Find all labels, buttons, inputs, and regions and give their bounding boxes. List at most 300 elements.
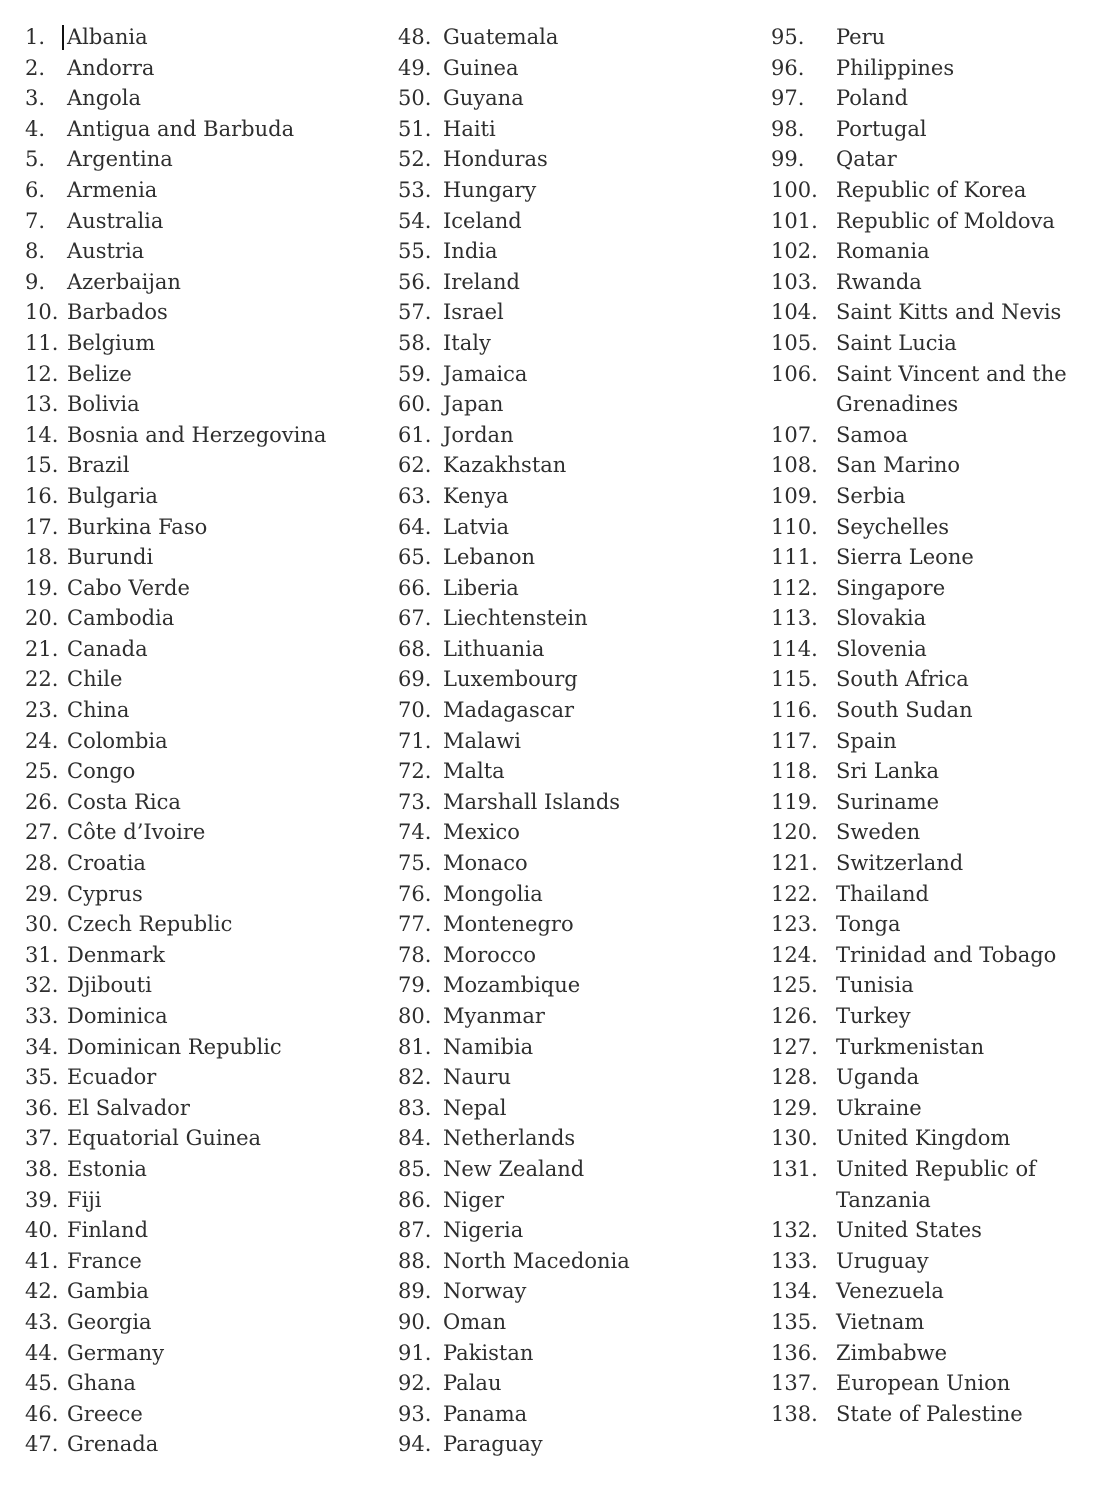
- list-item[interactable]: [398, 420, 762, 451]
- list-item[interactable]: [25, 970, 387, 1001]
- item-number: 33.: [25, 1004, 59, 1028]
- item-number: 45.: [25, 1371, 59, 1396]
- list-item[interactable]: [25, 909, 387, 940]
- item-number: 125.: [771, 973, 818, 998]
- list-item[interactable]: [398, 848, 762, 879]
- list-item[interactable]: [25, 114, 387, 145]
- list-item[interactable]: [771, 1123, 1103, 1154]
- list-item[interactable]: [771, 1215, 1103, 1246]
- item-number: 116.: [771, 698, 818, 723]
- country-name: Burundi: [67, 545, 154, 570]
- list-item[interactable]: [771, 603, 1103, 634]
- list-item[interactable]: [25, 817, 387, 848]
- country-name: Italy: [443, 330, 491, 355]
- list-item[interactable]: [398, 1399, 762, 1430]
- item-number: 39.: [25, 1187, 59, 1212]
- item-number: 113.: [771, 606, 818, 631]
- list-item[interactable]: [25, 359, 387, 390]
- country-name: France: [67, 1248, 142, 1273]
- item-number: 27.: [25, 820, 59, 845]
- item-number: 84.: [398, 1126, 432, 1151]
- item-number: 12.: [25, 361, 59, 386]
- item-number: 4.: [25, 116, 46, 141]
- list-item[interactable]: [25, 542, 387, 573]
- list-item[interactable]: [398, 542, 762, 573]
- list-item[interactable]: [25, 1093, 387, 1124]
- item-number: 32.: [25, 973, 59, 998]
- list-item[interactable]: [398, 817, 762, 848]
- country-name: South Africa: [836, 667, 969, 692]
- list-item[interactable]: [771, 236, 1103, 267]
- list-item[interactable]: [25, 726, 387, 757]
- country-name: Montenegro: [443, 912, 574, 937]
- country-name: Venezuela: [836, 1279, 944, 1304]
- country-name: Seychelles: [836, 514, 950, 539]
- list-item[interactable]: [398, 1276, 762, 1307]
- list-item[interactable]: [25, 1032, 387, 1063]
- country-name: Luxembourg: [443, 667, 578, 692]
- list-item[interactable]: [25, 1001, 387, 1032]
- country-name: China: [67, 698, 130, 723]
- item-number: 78.: [398, 942, 432, 967]
- list-item[interactable]: [25, 450, 387, 481]
- country-name: Iceland: [443, 208, 522, 233]
- item-number: 10.: [25, 300, 59, 325]
- item-number: 105.: [771, 330, 818, 355]
- country-name: Nigeria: [443, 1218, 524, 1243]
- list-item[interactable]: [25, 1338, 387, 1369]
- country-name: Lebanon: [443, 545, 536, 570]
- list-item[interactable]: [771, 297, 1103, 328]
- list-item[interactable]: [771, 22, 1103, 53]
- country-name: Qatar: [836, 147, 897, 172]
- list-item[interactable]: [771, 1246, 1103, 1277]
- item-number: 43.: [25, 1309, 59, 1334]
- list-item[interactable]: [25, 236, 387, 267]
- country-name: Uganda: [836, 1065, 920, 1090]
- list-item[interactable]: [771, 634, 1103, 665]
- country-name: United Kingdom: [836, 1126, 1011, 1151]
- list-item[interactable]: [771, 512, 1103, 543]
- list-item[interactable]: [25, 1154, 387, 1185]
- list-item[interactable]: [398, 1215, 762, 1246]
- list-item[interactable]: [398, 450, 762, 481]
- list-item[interactable]: [25, 1429, 387, 1460]
- country-name: Kenya: [443, 483, 509, 508]
- item-number: 42.: [25, 1279, 59, 1304]
- item-number: 36.: [25, 1095, 59, 1120]
- country-name: Burkina Faso: [67, 514, 208, 539]
- list-item[interactable]: [398, 940, 762, 971]
- country-name: Republic of Korea: [836, 177, 1027, 202]
- list-item[interactable]: [25, 695, 387, 726]
- country-name: Tunisia: [836, 973, 914, 998]
- country-name: Panama: [443, 1401, 528, 1426]
- country-name: Mongolia: [443, 881, 543, 906]
- list-item[interactable]: [771, 144, 1103, 175]
- item-number: 108.: [771, 453, 818, 478]
- list-item[interactable]: [398, 83, 762, 114]
- item-number: 53.: [398, 177, 432, 202]
- list-item[interactable]: [25, 267, 387, 298]
- list-item[interactable]: [398, 1338, 762, 1369]
- item-number: 35.: [25, 1065, 59, 1090]
- list-item[interactable]: [25, 1185, 387, 1216]
- country-name: State of Palestine: [836, 1401, 1023, 1426]
- list-item[interactable]: [398, 1246, 762, 1277]
- country-name: Philippines: [836, 55, 955, 80]
- item-number: 61.: [398, 422, 432, 447]
- country-name: Nauru: [443, 1065, 511, 1090]
- list-item[interactable]: [398, 206, 762, 237]
- list-item[interactable]: [25, 787, 387, 818]
- country-name: Czech Republic: [67, 912, 233, 937]
- list-item[interactable]: [771, 83, 1103, 114]
- list-item[interactable]: [398, 695, 762, 726]
- list-item[interactable]: [771, 175, 1103, 206]
- country-name: Myanmar: [443, 1004, 545, 1028]
- item-number: 82.: [398, 1065, 432, 1090]
- list-item[interactable]: [398, 144, 762, 175]
- item-number: 54.: [398, 208, 432, 233]
- item-number: 11.: [25, 330, 59, 355]
- country-name: Sri Lanka: [836, 759, 940, 784]
- item-number: 96.: [771, 55, 805, 80]
- list-item[interactable]: [398, 756, 762, 787]
- item-number: 138.: [771, 1401, 818, 1426]
- country-name: Fiji: [67, 1187, 102, 1212]
- list-item[interactable]: [398, 512, 762, 543]
- item-number: 17.: [25, 514, 59, 539]
- country-name: Latvia: [443, 514, 510, 539]
- list-item[interactable]: [25, 175, 387, 206]
- item-number: 67.: [398, 606, 432, 631]
- list-item[interactable]: [25, 1399, 387, 1430]
- item-number: 56.: [398, 269, 432, 294]
- list-item[interactable]: [398, 267, 762, 298]
- list-item[interactable]: [771, 359, 1103, 420]
- list-item[interactable]: [25, 512, 387, 543]
- list-item[interactable]: [25, 1246, 387, 1277]
- list-item[interactable]: [771, 756, 1103, 787]
- list-item[interactable]: [398, 359, 762, 390]
- country-name: Netherlands: [443, 1126, 576, 1151]
- item-number: 51.: [398, 116, 432, 141]
- list-item[interactable]: [398, 1032, 762, 1063]
- item-number: 91.: [398, 1340, 432, 1365]
- item-number: 66.: [398, 575, 432, 600]
- list-item[interactable]: [398, 297, 762, 328]
- country-name: Japan: [443, 392, 504, 417]
- item-number: 135.: [771, 1309, 818, 1334]
- item-number: 103.: [771, 269, 818, 294]
- item-number: 95.: [771, 25, 805, 49]
- item-number: 59.: [398, 361, 432, 386]
- country-name: Sierra Leone: [836, 545, 974, 570]
- item-number: 57.: [398, 300, 432, 325]
- country-name: Haiti: [443, 116, 496, 141]
- list-item[interactable]: [771, 940, 1103, 971]
- list-item[interactable]: [25, 573, 387, 604]
- item-number: 133.: [771, 1248, 818, 1273]
- item-number: 110.: [771, 514, 818, 539]
- country-name: Cyprus: [67, 881, 143, 906]
- country-name: Liberia: [443, 575, 519, 600]
- item-number: 48.: [398, 25, 432, 49]
- country-name: Niger: [443, 1187, 505, 1212]
- list-item[interactable]: [771, 817, 1103, 848]
- item-number: 77.: [398, 912, 432, 937]
- list-item[interactable]: [25, 22, 387, 53]
- list-item[interactable]: [25, 634, 387, 665]
- list-item[interactable]: [398, 1123, 762, 1154]
- list-item[interactable]: [398, 236, 762, 267]
- item-number: 119.: [771, 789, 818, 814]
- item-number: 29.: [25, 881, 59, 906]
- list-item[interactable]: [771, 420, 1103, 451]
- item-number: 52.: [398, 147, 432, 172]
- list-item[interactable]: [771, 573, 1103, 604]
- list-item[interactable]: [25, 879, 387, 910]
- country-name: Romania: [836, 239, 930, 264]
- country-name: Germany: [67, 1340, 165, 1365]
- item-number: 37.: [25, 1126, 59, 1151]
- item-number: 18.: [25, 545, 59, 570]
- item-number: 90.: [398, 1309, 432, 1334]
- list-item[interactable]: [771, 695, 1103, 726]
- item-number: 21.: [25, 636, 59, 661]
- list-item[interactable]: [771, 1062, 1103, 1093]
- list-item[interactable]: [398, 634, 762, 665]
- list-item[interactable]: [398, 1154, 762, 1185]
- list-item[interactable]: [25, 144, 387, 175]
- item-number: 94.: [398, 1432, 432, 1457]
- country-name: Jamaica: [443, 361, 528, 386]
- item-number: 22.: [25, 667, 59, 692]
- list-item[interactable]: [398, 114, 762, 145]
- item-number: 1.: [25, 25, 46, 49]
- country-name: Namibia: [443, 1034, 534, 1059]
- country-name: Rwanda: [836, 269, 922, 294]
- item-number: 126.: [771, 1004, 818, 1028]
- country-name: Croatia: [67, 851, 146, 876]
- item-number: 100.: [771, 177, 818, 202]
- list-item[interactable]: [771, 848, 1103, 879]
- item-number: 83.: [398, 1095, 432, 1120]
- list-item[interactable]: [25, 756, 387, 787]
- list-item[interactable]: [771, 1307, 1103, 1338]
- list-item[interactable]: [25, 420, 387, 451]
- list-item[interactable]: [25, 848, 387, 879]
- item-number: 101.: [771, 208, 818, 233]
- item-number: 47.: [25, 1432, 59, 1457]
- list-item[interactable]: [25, 664, 387, 695]
- list-item[interactable]: [398, 481, 762, 512]
- country-name: Azerbaijan: [67, 269, 181, 294]
- list-item[interactable]: [25, 1276, 387, 1307]
- country-name: Tonga: [836, 912, 901, 937]
- list-item[interactable]: [398, 909, 762, 940]
- item-number: 99.: [771, 147, 805, 172]
- country-name: Slovakia: [836, 606, 927, 631]
- country-name: Cabo Verde: [67, 575, 190, 600]
- item-number: 118.: [771, 759, 818, 784]
- list-item[interactable]: [771, 1399, 1103, 1430]
- list-item[interactable]: [771, 1276, 1103, 1307]
- list-item[interactable]: [25, 328, 387, 359]
- item-number: 3.: [25, 86, 46, 111]
- country-name: Belgium: [67, 330, 156, 355]
- item-number: 68.: [398, 636, 432, 661]
- item-number: 16.: [25, 483, 59, 508]
- country-name: Albania: [67, 22, 387, 53]
- country-name: New Zealand: [443, 1156, 585, 1181]
- list-item[interactable]: [398, 1185, 762, 1216]
- country-name: India: [443, 239, 498, 264]
- country-name: Oman: [443, 1309, 507, 1334]
- list-item[interactable]: [771, 542, 1103, 573]
- list-item[interactable]: [771, 726, 1103, 757]
- item-number: 58.: [398, 330, 432, 355]
- country-name: Malawi: [443, 728, 521, 753]
- item-number: 124.: [771, 942, 818, 967]
- list-item[interactable]: [771, 664, 1103, 695]
- list-item[interactable]: [398, 1429, 762, 1460]
- item-number: 55.: [398, 239, 432, 264]
- list-item[interactable]: [398, 22, 762, 53]
- country-name: Israel: [443, 300, 504, 325]
- list-item[interactable]: [771, 787, 1103, 818]
- list-item[interactable]: [771, 1032, 1103, 1063]
- list-item[interactable]: [25, 297, 387, 328]
- item-number: 89.: [398, 1279, 432, 1304]
- list-item[interactable]: [771, 206, 1103, 237]
- list-item[interactable]: [398, 328, 762, 359]
- list-item[interactable]: [25, 1307, 387, 1338]
- country-name: Antigua and Barbuda: [67, 116, 295, 141]
- list-item[interactable]: [771, 1093, 1103, 1124]
- country-name: Uruguay: [836, 1248, 929, 1273]
- list-item[interactable]: [398, 1062, 762, 1093]
- country-name: Hungary: [443, 177, 537, 202]
- list-item[interactable]: [398, 1368, 762, 1399]
- item-number: 65.: [398, 545, 432, 570]
- list-item[interactable]: [398, 879, 762, 910]
- item-number: 19.: [25, 575, 59, 600]
- list-item[interactable]: [771, 481, 1103, 512]
- item-number: 114.: [771, 636, 818, 661]
- item-number: 112.: [771, 575, 818, 600]
- list-item[interactable]: [25, 940, 387, 971]
- item-number: 6.: [25, 177, 46, 202]
- item-number: 25.: [25, 759, 59, 784]
- list-item[interactable]: [771, 970, 1103, 1001]
- list-item[interactable]: [25, 603, 387, 634]
- list-item[interactable]: [771, 450, 1103, 481]
- country-column-2: [398, 22, 762, 1460]
- country-name: Finland: [67, 1218, 149, 1243]
- list-item[interactable]: [398, 726, 762, 757]
- list-item[interactable]: [25, 83, 387, 114]
- list-item[interactable]: [398, 389, 762, 420]
- country-name: Singapore: [836, 575, 946, 600]
- list-item[interactable]: [25, 53, 387, 84]
- list-item[interactable]: [398, 664, 762, 695]
- country-name: Lithuania: [443, 636, 545, 661]
- list-item[interactable]: [398, 787, 762, 818]
- item-number: 115.: [771, 667, 818, 692]
- list-item[interactable]: [25, 481, 387, 512]
- country-column-3: [771, 22, 1103, 1429]
- list-item[interactable]: [771, 1154, 1103, 1215]
- list-item[interactable]: [25, 1062, 387, 1093]
- country-name: Morocco: [443, 942, 536, 967]
- country-name: Nepal: [443, 1095, 507, 1120]
- country-name: Pakistan: [443, 1340, 534, 1365]
- list-item[interactable]: [771, 1001, 1103, 1032]
- list-item[interactable]: [398, 1093, 762, 1124]
- country-name: Norway: [443, 1279, 527, 1304]
- list-item[interactable]: [25, 1368, 387, 1399]
- list-item[interactable]: [398, 1001, 762, 1032]
- country-name: Greece: [67, 1401, 143, 1426]
- list-item[interactable]: [771, 909, 1103, 940]
- country-name: Kazakhstan: [443, 453, 567, 478]
- country-name: Ukraine: [836, 1095, 922, 1120]
- item-number: 72.: [398, 759, 432, 784]
- country-name: Argentina: [67, 147, 173, 172]
- list-item[interactable]: [771, 114, 1103, 145]
- list-item[interactable]: [25, 1215, 387, 1246]
- country-name: Peru: [836, 25, 886, 49]
- country-name: Trinidad and Tobago: [836, 942, 1057, 967]
- item-number: 70.: [398, 698, 432, 723]
- country-name: Saint Kitts and Nevis: [836, 300, 1062, 325]
- country-name: Equatorial Guinea: [67, 1126, 262, 1151]
- item-number: 79.: [398, 973, 432, 998]
- country-name: Austria: [67, 239, 145, 264]
- list-item[interactable]: [398, 1307, 762, 1338]
- list-item[interactable]: [771, 267, 1103, 298]
- item-number: 92.: [398, 1371, 432, 1396]
- item-number: 93.: [398, 1401, 432, 1426]
- list-item[interactable]: [398, 53, 762, 84]
- country-name: Poland: [836, 86, 909, 111]
- item-number: 102.: [771, 239, 818, 264]
- country-name: South Sudan: [836, 698, 973, 723]
- list-item[interactable]: [398, 603, 762, 634]
- list-item[interactable]: [398, 175, 762, 206]
- country-name: Colombia: [67, 728, 168, 753]
- list-item[interactable]: [771, 879, 1103, 910]
- item-number: 5.: [25, 147, 46, 172]
- list-item[interactable]: [398, 573, 762, 604]
- country-name: European Union: [836, 1371, 1011, 1396]
- list-item[interactable]: [398, 970, 762, 1001]
- country-name: Thailand: [836, 881, 929, 906]
- country-name: Belize: [67, 361, 132, 386]
- text-caret: [62, 25, 64, 50]
- list-item[interactable]: [771, 328, 1103, 359]
- item-number: 132.: [771, 1218, 818, 1243]
- list-item[interactable]: [25, 1123, 387, 1154]
- list-item[interactable]: [25, 206, 387, 237]
- list-item[interactable]: [25, 389, 387, 420]
- list-item[interactable]: [771, 53, 1103, 84]
- list-item[interactable]: [771, 1338, 1103, 1369]
- list-item[interactable]: [771, 1368, 1103, 1399]
- country-name: Serbia: [836, 483, 906, 508]
